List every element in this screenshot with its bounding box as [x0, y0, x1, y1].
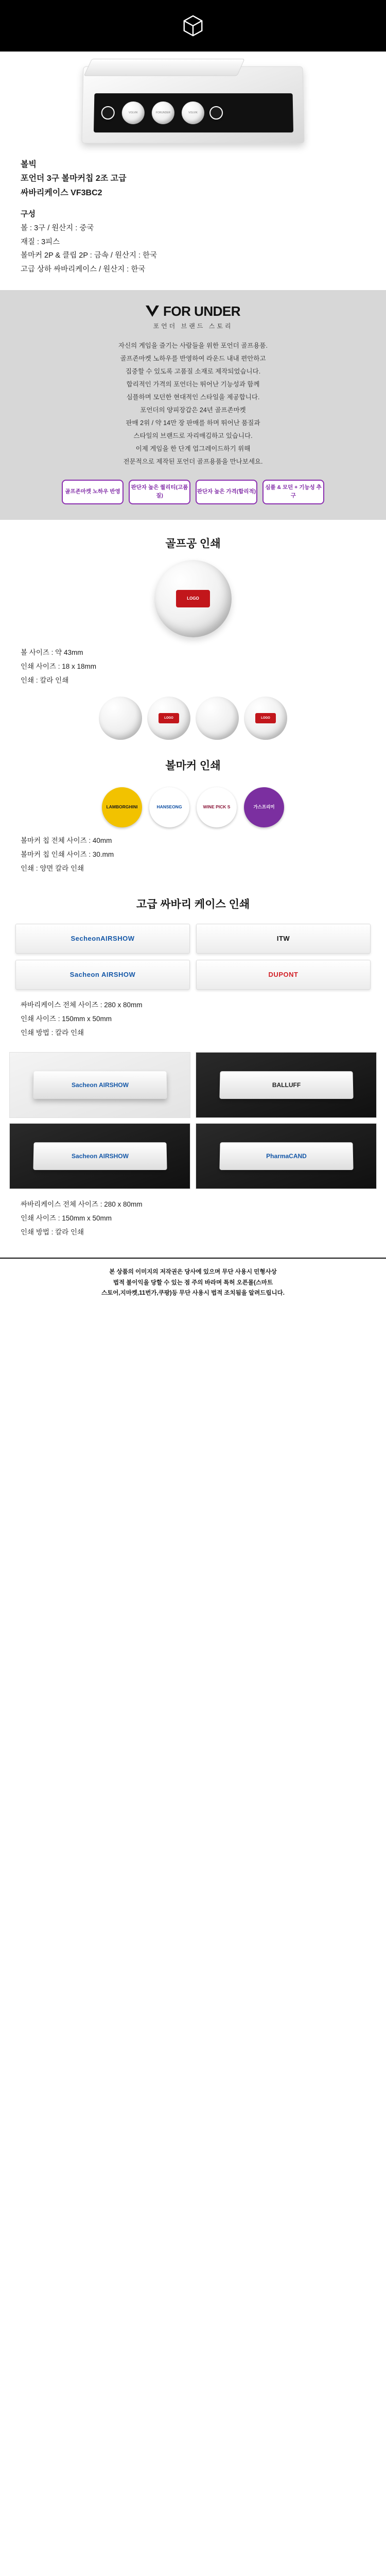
golf-ball: VOLVIK — [121, 101, 145, 124]
ball-marker-chip — [101, 106, 114, 120]
marker-chip: 가스프리미 — [244, 787, 284, 827]
forunder-mark-icon — [146, 306, 159, 317]
brand-logo — [17, 303, 369, 319]
spec-line: 인쇄 방법 : 칼라 인쇄 — [21, 1228, 84, 1236]
brand-copy-line: 전문적으로 제작된 포언더 골프용품을 만나보세요. — [123, 457, 263, 465]
spec-line: 인쇄 사이즈 : 150mm x 50mm — [21, 1014, 112, 1023]
case-photo-label: BALLUFF — [219, 1071, 353, 1099]
ball-marker-chip — [209, 106, 223, 120]
feature-pill: 판단자 높은 퀄리티(고품질) — [129, 480, 190, 504]
feature-row — [17, 480, 369, 504]
ball-print-photo — [0, 560, 386, 642]
case-tray — [94, 93, 293, 132]
notice-line: 법적 불이익을 당할 수 있는 점 주의 바라며 특허 오픈몰(스마트 — [113, 1279, 273, 1286]
golf-ball-sample — [196, 697, 239, 740]
brand-copy — [17, 340, 369, 468]
spec-line: 싸바리케이스 전체 사이즈 : 280 x 80mm — [21, 1200, 143, 1208]
spec-line: 인쇄 사이즈 : 18 x 18mm — [21, 662, 96, 670]
case-strip-grid — [0, 921, 386, 995]
spec-line: 인쇄 방법 : 칼라 인쇄 — [21, 1028, 84, 1037]
brand-copy-line: 집중할 수 있도록 고품질 소재로 제작되었습니다. — [125, 367, 261, 375]
composition-label: 구성 — [21, 209, 36, 218]
brand-copy-line: 심플하며 모던한 현대적인 스타일을 제공합니다. — [126, 393, 260, 401]
top-banner — [0, 0, 386, 52]
case-strip: Sacheon AIRSHOW — [15, 960, 190, 990]
golf-ball-large — [154, 560, 232, 637]
ball-logo-print — [110, 713, 131, 723]
brand-copy-line: 스타일의 브랜드로 자리매김하고 있습니다. — [133, 432, 253, 439]
case-photo — [196, 1123, 377, 1189]
case-photo — [196, 1052, 377, 1118]
golf-ball: FORUNDER — [152, 101, 174, 124]
marker-print-heading: 볼마커 인쇄 — [165, 759, 221, 772]
brand-copy-line: 자신의 게임을 즐기는 사람들을 위한 포언더 골프용품. — [118, 342, 268, 349]
brand-copy-line: 포언더의 양피장갑은 24년 골프존마켓 — [140, 406, 246, 414]
cube-logo-icon — [181, 14, 205, 38]
notice-line: 스토어,지마켓,11번가,쿠팡)등 무단 사용시 법적 조치됨을 알려드립니다. — [101, 1290, 285, 1297]
composition-line: 재질 : 3피스 — [21, 238, 60, 246]
spec-line: 인쇄 : 양면 칼라 인쇄 — [21, 864, 84, 872]
golf-ball-sample — [99, 697, 142, 740]
spec-line: 볼마커 칩 전체 사이즈 : 40mm — [21, 836, 112, 844]
ball-logo-print: LOGO — [159, 713, 179, 723]
feature-pill: 판단자 높은 가격(합리적) — [196, 480, 257, 504]
case-photo-grid — [0, 1045, 386, 1194]
golf-ball: VOLVIK — [182, 101, 204, 124]
case-print-heading: 고급 싸바리 케이스 인쇄 — [136, 898, 250, 910]
golf-ball-sample — [244, 697, 287, 740]
marker-chip: WINE PICK S — [197, 787, 237, 827]
product-info — [0, 148, 386, 290]
product-title-2: 싸바리케이스 VF3BC2 — [21, 189, 102, 198]
gift-case — [81, 66, 304, 144]
brand-logo-subtitle: 포언더 브랜드 스토리 — [153, 322, 233, 330]
feature-pill: 골프존마켓 노하우 반영 — [62, 480, 124, 504]
ball-logo-print: LOGO — [176, 590, 210, 607]
product-title: 포언더 3구 볼마커칩 2조 고급 — [21, 174, 127, 183]
marker-chip: LAMBORGHINI — [102, 787, 142, 827]
brand-copy-line: 골프존마켓 노하우를 반영하여 라운드 내내 편안하고 — [120, 354, 266, 362]
spec-line: 볼 사이즈 : 약 43mm — [21, 648, 83, 656]
marker-chip: HANSEONG — [149, 787, 189, 827]
brand-copy-line: 합리적인 가격의 포언더는 뛰어난 기능성과 함께 — [126, 380, 260, 388]
copyright-notice — [0, 1258, 386, 1312]
case-photo-label: Sacheon AIRSHOW — [33, 1071, 167, 1099]
ball-logo-print — [207, 713, 227, 723]
composition-line: 볼 : 3구 / 원산지 : 중국 — [21, 224, 94, 232]
spec-line: 인쇄 : 칼라 인쇄 — [21, 676, 69, 684]
case-print-specs — [0, 995, 386, 1045]
brand-copy-line: 이제 게임을 한 단계 업그레이드하기 위해 — [135, 445, 251, 452]
ball-print-heading: 골프공 인쇄 — [165, 537, 221, 550]
case-strip: SecheonAIRSHOW — [15, 924, 190, 954]
marker-chip-row — [0, 782, 386, 831]
brand-copy-line: 판매 2위 / 약 14만 장 판매를 하며 뛰어난 품질과 — [126, 419, 260, 427]
case-photo — [9, 1052, 190, 1118]
notice-line: 본 상품의 이미지의 저작권은 당사에 있으며 무단 사용시 민형사상 — [109, 1268, 277, 1275]
case-photo-specs — [0, 1194, 386, 1244]
ball-print-specs — [0, 642, 386, 692]
marker-print-specs — [0, 831, 386, 880]
case-strip: DUPONT — [196, 960, 371, 990]
spec-line: 볼마커 칩 인쇄 사이즈 : 30.mm — [21, 850, 114, 858]
ball-logo-print: LOGO — [255, 713, 276, 723]
case-photo-label: Sacheon AIRSHOW — [33, 1142, 167, 1170]
brand-story-section — [0, 290, 386, 520]
case-photo-label: PharmaCAND — [219, 1142, 353, 1170]
hero-product-image — [0, 52, 386, 148]
brand-logo-text: FOR UNDER — [163, 303, 241, 319]
spec-line: 싸바리케이스 전체 사이즈 : 280 x 80mm — [21, 1001, 143, 1009]
case-photo — [9, 1123, 190, 1189]
composition-line: 볼마커 2P & 클립 2P : 금속 / 원산지 : 한국 — [21, 251, 157, 260]
spec-line: 인쇄 사이즈 : 150mm x 50mm — [21, 1214, 112, 1222]
case-strip: ITW — [196, 924, 371, 954]
ball-sample-row — [0, 692, 386, 742]
case-lid — [84, 59, 245, 76]
product-brand: 볼빅 — [21, 160, 37, 169]
golf-ball-sample — [147, 697, 190, 740]
composition-line: 고급 상하 싸바리케이스 / 원산지 : 한국 — [21, 265, 146, 274]
feature-pill: 심플 & 모던 + 기능성 추구 — [262, 480, 324, 504]
